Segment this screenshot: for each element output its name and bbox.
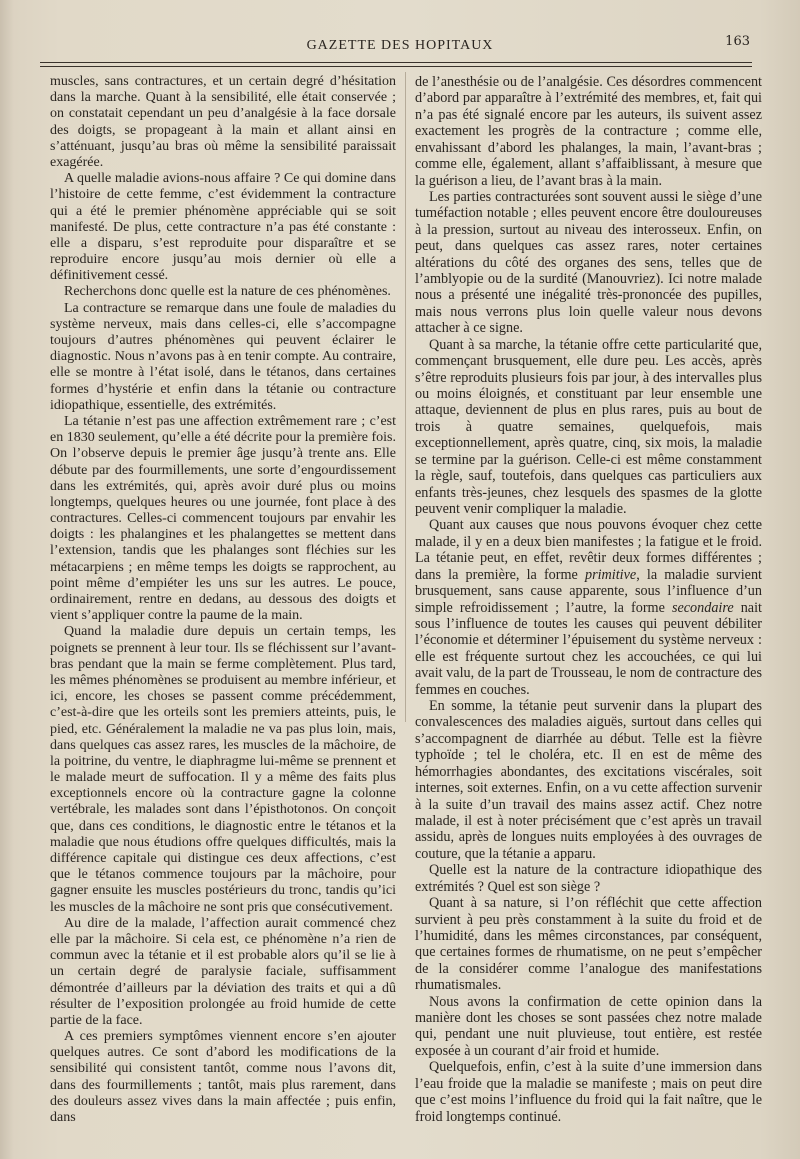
- left-column: [50, 74, 396, 1126]
- text-run: Quant aux causes que nous pouvons évoquer chez cette malade, il y en a deux bien manifestes ; la fatigue et le froid. La tétanie peut, en effet, revêtir deux formes différentes ; dans la première, la forme: [415, 517, 762, 583]
- text-run: , la maladie survient brusquement, sans cause apparente, sous l’influence d’un simple refroidissement ; l’autre, la forme: [415, 566, 762, 616]
- paragraph: de l’anesthésie ou de l’analgésie. Ces désordres commencent d’abord par apparaître à l’extrémité des membres, et, fait qui n’a pas été signalé encore par les auteurs, ils suivent assez exactement les progrès de la contracture ; comme elle, envahissant d’abord les phalanges, la main, l’avant-bras ; comme elle, également, allant s’affaiblissant, à mesure que la guérison a lieu, de l’avant bras à la main.: [415, 74, 762, 189]
- page-header: [40, 34, 780, 56]
- column-divider: [405, 72, 406, 722]
- journal-title: GAZETTE DES HOPITAUX: [306, 38, 494, 53]
- paragraph: Quant à sa marche, la tétanie offre cette particularité que, commençant brusquement, elle dure peu. Les accès, après s’être reproduits plusieurs fois par jour, à des intervalles plus ou moins éloignés, et constituant par leur ensemble une attaque, deviennent de plus en plus rares, puis au bout de trois à quatre semaines, quelquefois, mais exceptionnellement, après quatre, cinq, six mois, la maladie se termine par la guérison. Celle-ci est même constamment la règle, sauf, toutefois, dans quelques cas particuliers aux enfants très-jeunes, chez lesquels des spasmes de la glotte peuvent venir compliquer la maladie.: [415, 336, 762, 517]
- page-number: 163: [725, 34, 750, 49]
- emphasis-secondaire: secondaire: [671, 599, 734, 616]
- paragraph: Quant à sa nature, si l’on réfléchit que cette affection survient à peu près constamment à la suite du froid et de l’humidité, dans les mêmes circonstances, par conséquent, que certaines formes de rhumatisme, on ne peut s’empêcher de la considérer comme l’analogue des manifestations rhumatismales.: [415, 895, 762, 994]
- paragraph: [415, 517, 762, 698]
- paragraph: Recherchons donc quelle est la nature de ces phénomènes.: [64, 284, 391, 300]
- paragraph: La tétanie n’est pas une affection extrêmement rare ; c’est en 1830 seulement, qu’elle a été décrite pour la première fois. On l’observe depuis le premier âge jusqu’à trente ans. Elle débute par des fourmillements, une sorte d’engourdissement dans les extrémités, qui, après avoir duré plus ou moins longtemps, quelques heures ou une journée, font place à des contractures. Celles-ci commencent toujours par envahir les doigts : les phalangines et les phalangettes se mettent dans l’extension, tandis que les phalanges sont fléchies sur les métacarpiens ; en même temps les doigts se rapprochent, au point même d’empiéter les uns sur les autres. Le pouce, ordinairement, rentre en dedans, au dessous des doigts et vient s’appliquer contre la paume de la main.: [50, 413, 396, 624]
- paragraph: A ces premiers symptômes viennent encore s’en ajouter quelques autres. Ce sont d’abord les modifications de la sensibilité qui consistent tantôt, comme nous l’avons dit, dans des fourmillements ; tantôt, mais plus rarement, dans des douleurs assez vives dans la main affectée ; puis enfin, dans: [50, 1029, 396, 1125]
- paragraph: Quelle est la nature de la contracture idiopathique des extrémités ? Quel est son siège ?: [415, 862, 762, 895]
- emphasis-primitive: primitive: [584, 566, 637, 583]
- text-run: nait sous l’influence de toutes les causes qui peuvent débiliter l’économie et déterminer l’épuisement du système nerveux : elle est fréquente surtout chez les accouchées, ce qui lui avait valu, de la part de Trousseau, le nom de contracture des femmes en couches.: [415, 599, 762, 698]
- paragraph: muscles, sans contractures, et un certain degré d’hésitation dans la marche. Quant à la sensibilité, elle était conservée ; on constatait cependant un peu d’analgésie à la face dorsale des doigts, se propageant à la main et allant ainsi en s’atténuant, jusqu’au bras où même la sensibilité paraissait exagérée.: [50, 74, 396, 170]
- paragraph: Les parties contracturées sont souvent aussi le siège d’une tuméfaction notable ; elles peuvent encore être douloureuses à la pression, surtout au niveau des interosseux. Enfin, on peut, dans quelques cas assez rares, noter certaines altérations du côté des organes des sens, telles que de l’amblyopie ou de la surdité (Manouvriez). Ici notre malade nous a présenté une inégalité très-prononcée des pupilles, mais nous verrons plus loin quelle valeur nous devons attacher à ce signe.: [415, 188, 762, 337]
- paragraph: Nous avons la confirmation de cette opinion dans la manière dont les choses se sont passées chez notre malade qui, pendant une nuit pluvieuse, tout entière, est restée exposée à un courant d’air froid et humide.: [415, 993, 762, 1059]
- paragraph: Au dire de la malade, l’affection aurait commencé chez elle par la mâchoire. Si cela est, ce phénomène n’a rien de commun avec la tétanie et il est probable alors qu’il se lie à un certain degré de paralysie faciale, suffisamment démontrée d’ailleurs par la déviation des traits et qui a dû résulter de l’exposition prolongée au froid humide de cette partie de la face.: [50, 915, 396, 1028]
- paragraph: Quand la maladie dure depuis un certain temps, les poignets se prennent à leur tour. Ils se fléchissent sur l’avant-bras pendant que la main se ferme complètement. Plus tard, les mêmes phénomènes se produisent au membre inférieur, et ici, encore, les choses se passent comme précédemment, c’est-à-dire que les orteils sont les premiers atteints, puis, le pied, etc. Généralement la maladie ne va pas plus loin, mais, dans quelques cas assez rares, les muscles de la mâchoire, de la poitrine, du ventre, le diaphragme lui-même se prennent et le malade meurt de suffocation. Il y a même des faits plus exceptionnels encore où la contracture gagne la colonne vertébrale, les malades sont dans l’épisthotonos. On conçoit que, dans ces conditions, le diagnostic entre le tétanos et la maladie que nous étudions offre quelques difficultés, mais la différence capitale qui distingue ces deux affections, c’est que le tétanos commence toujours par la mâchoire, pour gagner ensuite les muscles postérieurs du tronc, tandis qu’ici les muscles de la mâchoire ne sont pris que consécutivement.: [50, 624, 396, 915]
- right-column: [415, 74, 762, 1125]
- paragraph: A quelle maladie avions-nous affaire ? Ce qui domine dans l’histoire de cette femme, c’est évidemment la contracture qui a été le premier phénomène appréciable qui se soit manifesté. De plus, cette contracture n’a pas été constante : elle a disparu, s’est reproduite pour disparaître et se reproduire encore jusqu’au mois dernier où elle a définitivement cessé.: [50, 171, 396, 284]
- header-rule: [40, 62, 752, 67]
- paragraph: Quelquefois, enfin, c’est à la suite d’une immersion dans l’eau froide que la maladie se manifeste ; mais on peut dire que c’est moins l’influence du froid qui la fait naître, que le froid longtemps continué.: [415, 1059, 762, 1125]
- paragraph: La contracture se remarque dans une foule de maladies du système nerveux, mais dans celles-ci, elle s’accompagne toujours d’autres phénomènes qui peuvent éclairer le diagnostic. Nous n’avons pas à en tenir compte. Au contraire, elle se montre à l’état isolé, dans le tétanos, dans certaines formes d’hystérie et enfin dans la tétanie ou contracture idiopathique, essentielle, des extrémités.: [50, 300, 396, 413]
- paragraph: En somme, la tétanie peut survenir dans la plupart des convalescences des maladies aiguës, surtout dans celles qui s’accompagnent de diarrhée au début. Telle est la fièvre typhoïde ; tel le choléra, etc. Il en est de même des hémorrhagies abondantes, des excitations viscérales, soit internes, soit externes. Enfin, on a vu cette affection survenir à la suite d’un travail des mains assez actif. Chez notre malade, il est à noter précisément que c’est après un travail assidu, après de longues nuits employées à des ouvrages de couture, que la tétanie a apparu.: [415, 698, 762, 862]
